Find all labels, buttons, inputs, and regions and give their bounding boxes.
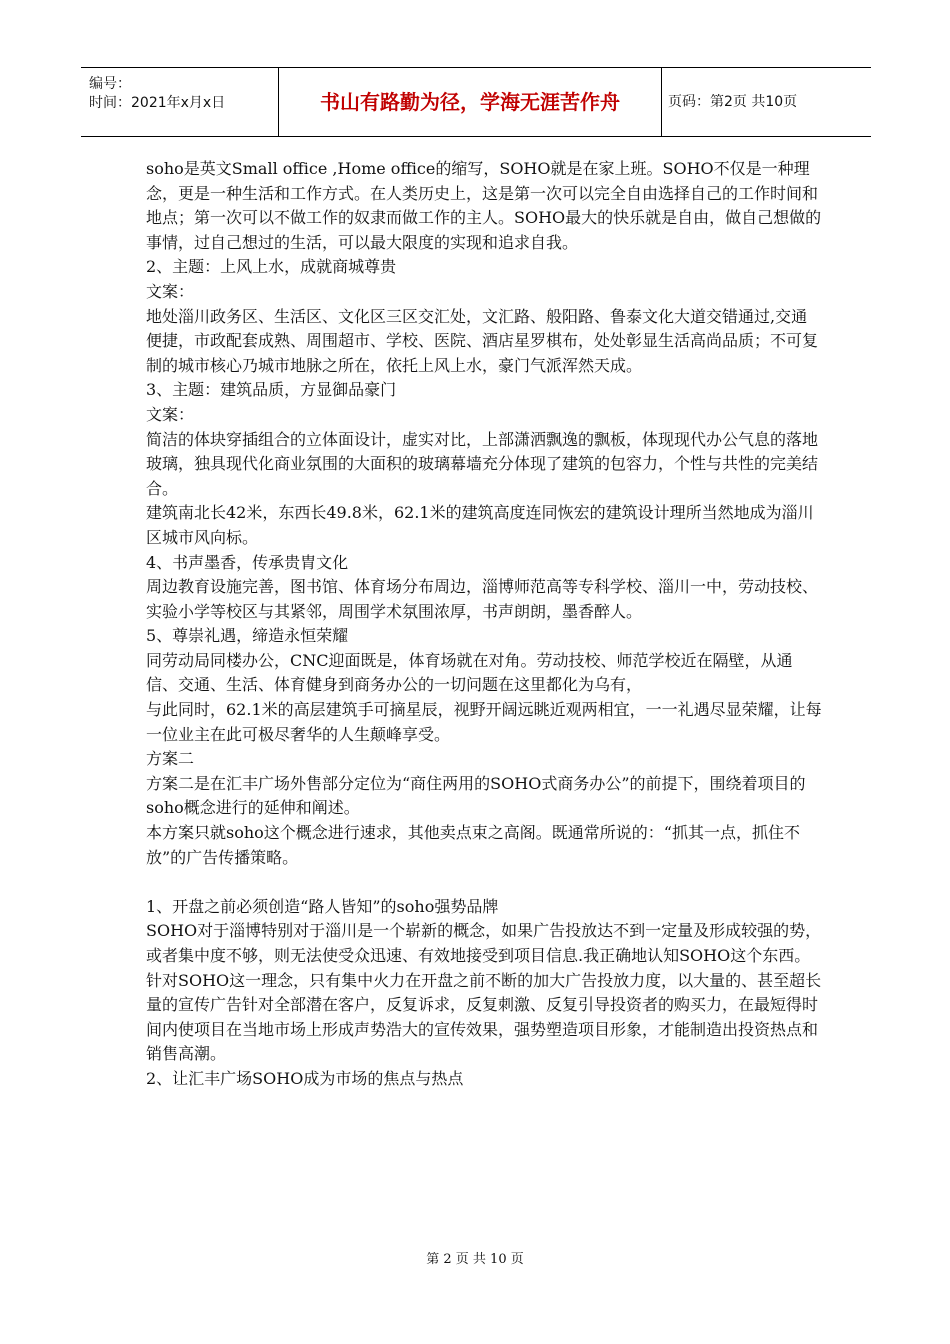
paragraph: 方案二是在汇丰广场外售部分定位为“商住两用的SOHO式商务办公”的前提下，围绕着项目的soho概念进行的延伸和阐述。 [146, 773, 806, 818]
paragraph: SOHO对于淄博特别对于淄川是一个崭新的概念，如果广告投放达不到一定量及形成较强的势，或者集中度不够，则无法使受众迅速、有效地接受到项目信息.我正确地认知SOHO这个东西。 [146, 921, 822, 965]
paragraph: soho是英文Small office ,Home office的缩写，SOHO就是在家上班。SOHO不仅是一种理念，更是一种生活和工作方式。在人类历史上，这是第一次可以完全自由选择自己的工作时间和地点；第一次可以不做工作的奴隶而做工作的主人。SOHO最大的快乐就是自由，做自己想做的事情，过自己想过的生活，可以最大限度的实现和追求自我。 [146, 159, 822, 252]
section-heading: 2、让汇丰广场SOHO成为市场的焦点与热点 [146, 1068, 464, 1088]
section-heading: 3、主题：建筑品质，方显御品豪门 [146, 380, 397, 400]
section-heading: 2、主题：上风上水，成就商城尊贵 [146, 257, 397, 277]
paragraph: 建筑南北长42米，东西长49.8米，62.1米的建筑高度连同恢宏的建筑设计理所当然地成为淄川区城市风向标。 [146, 503, 814, 547]
document-body [146, 157, 822, 1092]
header-motto: 书山有路勤为径，学海无涯苦作舟 [279, 68, 662, 136]
paragraph: 与此同时，62.1米的高层建筑手可摘星辰，视野开阔远眺近观两相宜，一一礼遇尽显荣耀，让每一位业主在此可极尽奢华的人生颠峰享受。 [146, 700, 822, 744]
header-page-label: 页码：第2页 共10页 [668, 94, 798, 110]
blank-line [146, 870, 822, 895]
time-label: 时间：2021年x月x日 [89, 95, 226, 111]
section-heading: 4、书声墨香，传承贵胄文化 [146, 552, 349, 572]
header-meta [81, 68, 279, 136]
section-heading: 方案二 [146, 749, 195, 769]
paragraph: 周边教育设施完善，图书馆、体育场分布周边，淄博师范高等专科学校、淄川一中，劳动技校、实验小学等校区与其紧邻，周围学术氛围浓厚，书声朗朗，墨香醉人。 [146, 577, 819, 621]
section-heading: 5、尊崇礼遇，缔造永恒荣耀 [146, 626, 349, 646]
section-heading: 1、开盘之前必须创造“路人皆知”的soho强势品牌 [146, 896, 499, 916]
paragraph: 同劳动局同楼办公，CNC迎面既是，体育场就在对角。劳动技校、师范学校近在隔壁，从通信、交通、生活、体育健身到商务办公的一切问题在这里都化为乌有， [146, 650, 793, 695]
paragraph: 文案： [146, 404, 195, 424]
paragraph: 针对SOHO这一理念，只有集中火力在开盘之前不断的加大广告投放力度，以大量的、甚至超长量的宣传广告针对全部潜在客户，反复诉求，反复刺激、反复引导投资者的购买力，在最短得时间内使项目在当地市场上形成声势浩大的宣传效果，强势塑造项目形象，才能制造出投资热点和销售高潮。 [146, 970, 822, 1064]
paragraph: 本方案只就soho这个概念进行速求，其他卖点束之高阁。既通常所说的：“抓其一点，抓住不放”的广告传播策略。 [146, 823, 800, 867]
paragraph: 简洁的体块穿插组合的立体面设计，虚实对比，上部潇洒飘逸的飘板，体现现代办公气息的落地玻璃，独具现代化商业氛围的大面积的玻璃幕墙充分体现了建筑的包容力，个性与共性的完美结合。 [146, 429, 819, 498]
number-label: 编号： [89, 76, 131, 92]
page-header [81, 67, 871, 137]
page-footer: 第 2 页 共 10 页 [426, 1252, 524, 1267]
paragraph: 地处淄川政务区、生活区、文化区三区交汇处，文汇路、般阳路、鲁泰文化大道交错通过,交通便捷，市政配套成熟、周围超市、学校、医院、酒店星罗棋布，处处彰显生活高尚品质；不可复制的城市核心乃城市地脉之所在，依托上风上水，豪门气派浑然天成。 [146, 306, 819, 375]
paragraph: 文案： [146, 281, 195, 301]
